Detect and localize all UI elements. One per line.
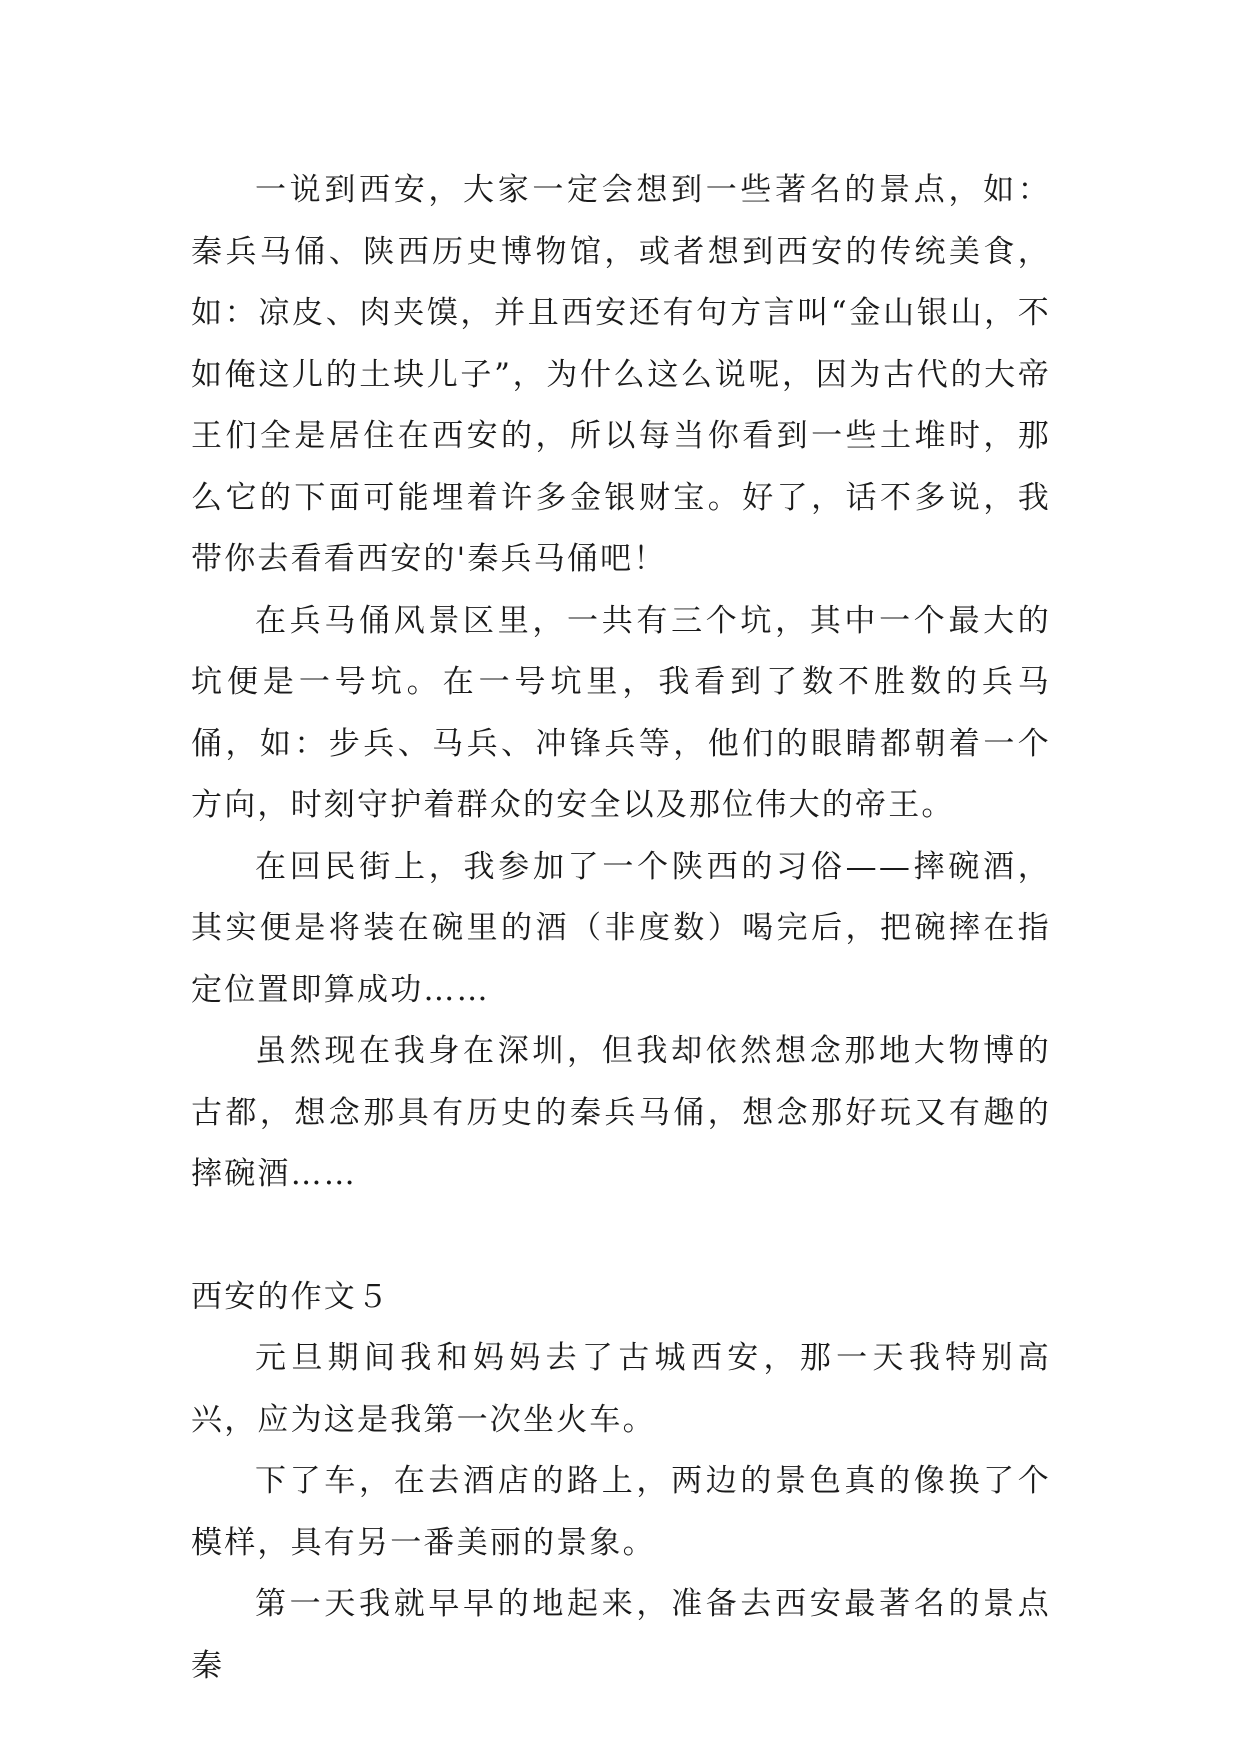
document-body (191, 160, 1051, 1697)
paragraph-arrival: 下了车，在去酒店的路上，两边的景色真的像换了个模样，具有另一番美丽的景象。 (191, 1463, 1051, 1561)
paragraph-huimin-street: 在回民街上，我参加了一个陕西的习俗——摔碗酒，其实便是将装在碗里的酒（非度数）喝完后，把碗摔在指定位置即算成功…… (191, 848, 1051, 1008)
paragraph-terracotta-pit: 在兵马俑风景区里，一共有三个坑，其中一个最大的坑便是一号坑。在一号坑里，我看到了数不胜数的兵马俑，如：步兵、马兵、冲锋兵等，他们的眼睛都朝着一个方向，时刻守护着群众的安全以及那位伟大的帝王。 (191, 602, 1051, 823)
paragraph-missing-xian: 虽然现在我身在深圳，但我却依然想念那地大物博的古都，想念那具有历史的秦兵马俑，想念那好玩又有趣的摔碗酒…… (191, 1033, 1051, 1192)
essay-heading: 西安的作文５ (191, 1278, 391, 1315)
paragraph-new-year-trip: 元旦期间我和妈妈去了古城西安，那一天我特别高兴，应为这是我第一次坐火车。 (191, 1340, 1051, 1438)
paragraph-first-day: 第一天我就早早的地起来，准备去西安最著名的景点秦 (191, 1586, 1051, 1684)
paragraph-intro: 一说到西安，大家一定会想到一些著名的景点，如：秦兵马俑、陕西历史博物馆，或者想到西安的传统美食，如：凉皮、肉夹馍，并且西安还有句方言叫“金山银山，不如俺这儿的土块儿子”，为什么这么说呢，因为古代的大帝王们全是居住在西安的，所以每当你看到一些土堆时，那么它的下面可能埋着许多金银财宝。好了，话不多说，我带你去看看西安的'秦兵马俑吧！ (191, 172, 1051, 577)
